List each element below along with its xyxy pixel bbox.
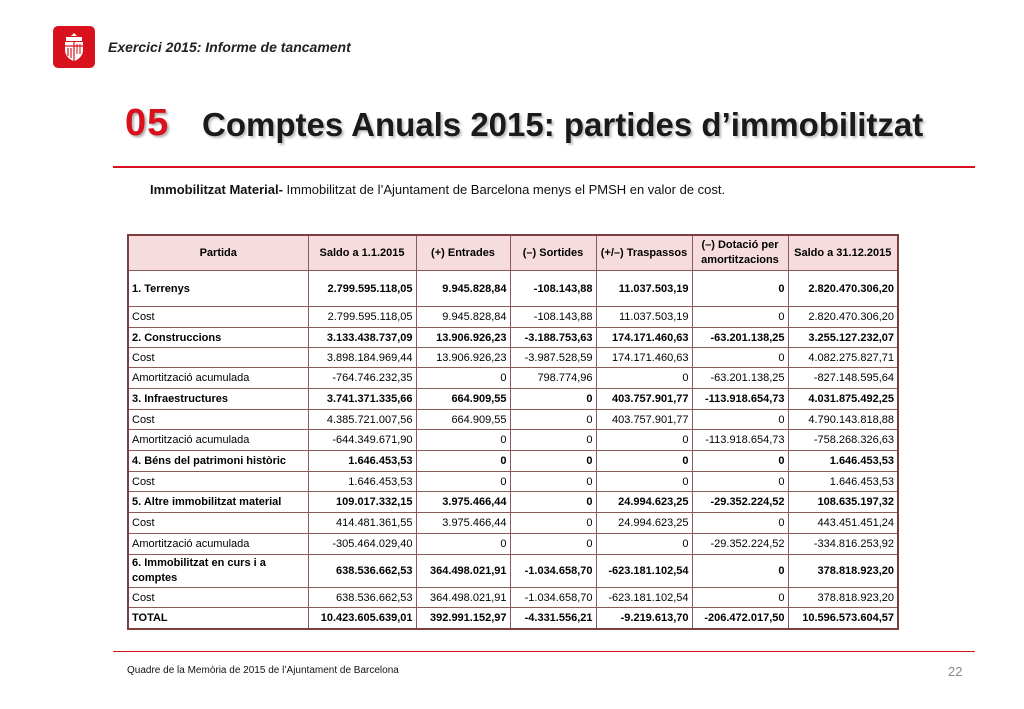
row-value: 0 (596, 368, 692, 389)
row-value: 0 (692, 513, 788, 534)
row-value: -764.746.232,35 (308, 368, 416, 389)
row-value: 0 (510, 472, 596, 492)
row-value: 0 (510, 492, 596, 513)
row-value: 0 (596, 534, 692, 555)
row-value: 798.774,96 (510, 368, 596, 389)
row-value: -644.349.671,90 (308, 430, 416, 451)
row-value: 0 (692, 451, 788, 472)
row-value: 0 (692, 588, 788, 608)
row-value: 4.790.143.818,88 (788, 410, 898, 430)
row-value: 392.991.152,97 (416, 608, 510, 629)
row-value: -827.148.595,64 (788, 368, 898, 389)
row-value: 403.757.901,77 (596, 410, 692, 430)
row-value: 378.818.923,20 (788, 588, 898, 608)
table-group-row (128, 451, 898, 472)
row-value: 364.498.021,91 (416, 588, 510, 608)
row-value: 3.975.466,44 (416, 513, 510, 534)
row-value: 638.536.662,53 (308, 588, 416, 608)
assets-table (127, 234, 899, 630)
table-row (128, 513, 898, 534)
barcelona-coat-of-arms-icon (61, 32, 87, 62)
row-label: 5. Altre immobilitzat material (128, 492, 308, 513)
row-value: -1.034.658,70 (510, 588, 596, 608)
row-value: 403.757.901,77 (596, 389, 692, 410)
page-number: 22 (948, 664, 963, 679)
row-value: 0 (416, 472, 510, 492)
table-group-row (128, 389, 898, 410)
row-value: 9.945.828,84 (416, 271, 510, 307)
column-header: (–) Dotació per amortitzacions (692, 235, 788, 271)
row-value: -623.181.102,54 (596, 555, 692, 588)
table-group-row (128, 328, 898, 348)
table-header-row (128, 235, 898, 271)
row-value: 0 (692, 410, 788, 430)
table-row (128, 534, 898, 555)
row-value: 0 (692, 555, 788, 588)
row-value: 174.171.460,63 (596, 348, 692, 368)
column-header: (+/–) Traspassos (596, 235, 692, 271)
table-group-row (128, 608, 898, 629)
table-row (128, 472, 898, 492)
column-header: Saldo a 31.12.2015 (788, 235, 898, 271)
row-label: Cost (128, 513, 308, 534)
row-value: 0 (510, 430, 596, 451)
row-value: 0 (596, 451, 692, 472)
row-label: 6. Immobilitzat en curs i a comptes (128, 555, 308, 588)
row-value: -108.143,88 (510, 271, 596, 307)
row-value: -3.987.528,59 (510, 348, 596, 368)
row-value: 1.646.453,53 (788, 472, 898, 492)
row-value: -334.816.253,92 (788, 534, 898, 555)
row-value: 0 (692, 472, 788, 492)
row-value: 638.536.662,53 (308, 555, 416, 588)
footer-divider (113, 651, 975, 652)
logo (53, 26, 95, 68)
description-label: Immobilitzat Material- (150, 182, 283, 197)
row-label: 1. Terrenys (128, 271, 308, 307)
table-row (128, 430, 898, 451)
row-value: 0 (416, 534, 510, 555)
row-value: 414.481.361,55 (308, 513, 416, 534)
row-value: 664.909,55 (416, 389, 510, 410)
row-value: 13.906.926,23 (416, 328, 510, 348)
section-number: 05 (125, 102, 170, 144)
row-value: -623.181.102,54 (596, 588, 692, 608)
row-value: 2.799.595.118,05 (308, 307, 416, 328)
table-row (128, 410, 898, 430)
row-value: 3.898.184.969,44 (308, 348, 416, 368)
row-value: 11.037.503,19 (596, 307, 692, 328)
row-value: 443.451.451,24 (788, 513, 898, 534)
page-title: Comptes Anuals 2015: partides d’immobilitzat (202, 106, 924, 143)
table-group-row (128, 492, 898, 513)
table-row (128, 368, 898, 389)
row-value: 4.385.721.007,56 (308, 410, 416, 430)
table-row (128, 307, 898, 328)
row-value: 0 (416, 368, 510, 389)
row-value: -305.464.029,40 (308, 534, 416, 555)
row-label: Amortització acumulada (128, 534, 308, 555)
row-label: Cost (128, 410, 308, 430)
row-label: Amortització acumulada (128, 430, 308, 451)
row-value: -9.219.613,70 (596, 608, 692, 629)
header-title: Exercici 2015: Informe de tancament (108, 39, 351, 55)
row-value: -29.352.224,52 (692, 534, 788, 555)
row-label: 2. Construccions (128, 328, 308, 348)
row-value: -1.034.658,70 (510, 555, 596, 588)
row-value: -108.143,88 (510, 307, 596, 328)
row-label: Amortització acumulada (128, 368, 308, 389)
row-value: 1.646.453,53 (308, 472, 416, 492)
row-value: 0 (596, 430, 692, 451)
row-value: 1.646.453,53 (788, 451, 898, 472)
row-value: 0 (692, 307, 788, 328)
row-value: -29.352.224,52 (692, 492, 788, 513)
row-value: 0 (510, 534, 596, 555)
row-value: 4.082.275.827,71 (788, 348, 898, 368)
row-value: 3.255.127.232,07 (788, 328, 898, 348)
row-value: -3.188.753,63 (510, 328, 596, 348)
title-divider (113, 166, 975, 168)
row-value: 0 (510, 410, 596, 430)
row-label: Cost (128, 307, 308, 328)
table-row (128, 588, 898, 608)
row-value: 0 (692, 271, 788, 307)
row-value: -758.268.326,63 (788, 430, 898, 451)
row-value: 1.646.453,53 (308, 451, 416, 472)
row-value: 3.133.438.737,09 (308, 328, 416, 348)
row-label: Cost (128, 348, 308, 368)
table-group-row (128, 271, 898, 307)
row-value: 664.909,55 (416, 410, 510, 430)
row-value: -113.918.654,73 (692, 430, 788, 451)
row-value: 0 (510, 451, 596, 472)
row-value: 0 (510, 389, 596, 410)
row-label: Cost (128, 588, 308, 608)
row-value: -206.472.017,50 (692, 608, 788, 629)
row-value: -63.201.138,25 (692, 328, 788, 348)
row-value: -4.331.556,21 (510, 608, 596, 629)
table-description (150, 182, 725, 197)
row-value: 3.741.371.335,66 (308, 389, 416, 410)
description-text: Immobilitzat de l’Ajuntament de Barcelona menys el PMSH en valor de cost. (282, 182, 726, 197)
row-value: 3.975.466,44 (416, 492, 510, 513)
row-label: Cost (128, 472, 308, 492)
row-value: 0 (416, 451, 510, 472)
row-value: 10.423.605.639,01 (308, 608, 416, 629)
row-value: 4.031.875.492,25 (788, 389, 898, 410)
row-value: 24.994.623,25 (596, 492, 692, 513)
row-value: 10.596.573.604,57 (788, 608, 898, 629)
row-value: 9.945.828,84 (416, 307, 510, 328)
row-label: 4. Béns del patrimoni històric (128, 451, 308, 472)
row-value: 0 (416, 430, 510, 451)
row-value: 174.171.460,63 (596, 328, 692, 348)
row-value: 378.818.923,20 (788, 555, 898, 588)
row-value: 13.906.926,23 (416, 348, 510, 368)
column-header: Saldo a 1.1.2015 (308, 235, 416, 271)
table-row (128, 348, 898, 368)
row-value: 2.799.595.118,05 (308, 271, 416, 307)
column-header: (+) Entrades (416, 235, 510, 271)
row-value: 364.498.021,91 (416, 555, 510, 588)
column-header: Partida (128, 235, 308, 271)
row-value: 0 (596, 472, 692, 492)
row-label: 3. Infraestructures (128, 389, 308, 410)
row-value: 0 (692, 348, 788, 368)
table-group-row (128, 555, 898, 588)
column-header: (–) Sortides (510, 235, 596, 271)
row-value: 24.994.623,25 (596, 513, 692, 534)
row-value: 2.820.470.306,20 (788, 271, 898, 307)
row-label: TOTAL (128, 608, 308, 629)
row-value: 0 (510, 513, 596, 534)
row-value: -113.918.654,73 (692, 389, 788, 410)
row-value: 11.037.503,19 (596, 271, 692, 307)
row-value: 108.635.197,32 (788, 492, 898, 513)
row-value: 109.017.332,15 (308, 492, 416, 513)
row-value: 2.820.470.306,20 (788, 307, 898, 328)
row-value: -63.201.138,25 (692, 368, 788, 389)
footer-note: Quadre de la Memòria de 2015 de l’Ajuntament de Barcelona (127, 665, 399, 676)
